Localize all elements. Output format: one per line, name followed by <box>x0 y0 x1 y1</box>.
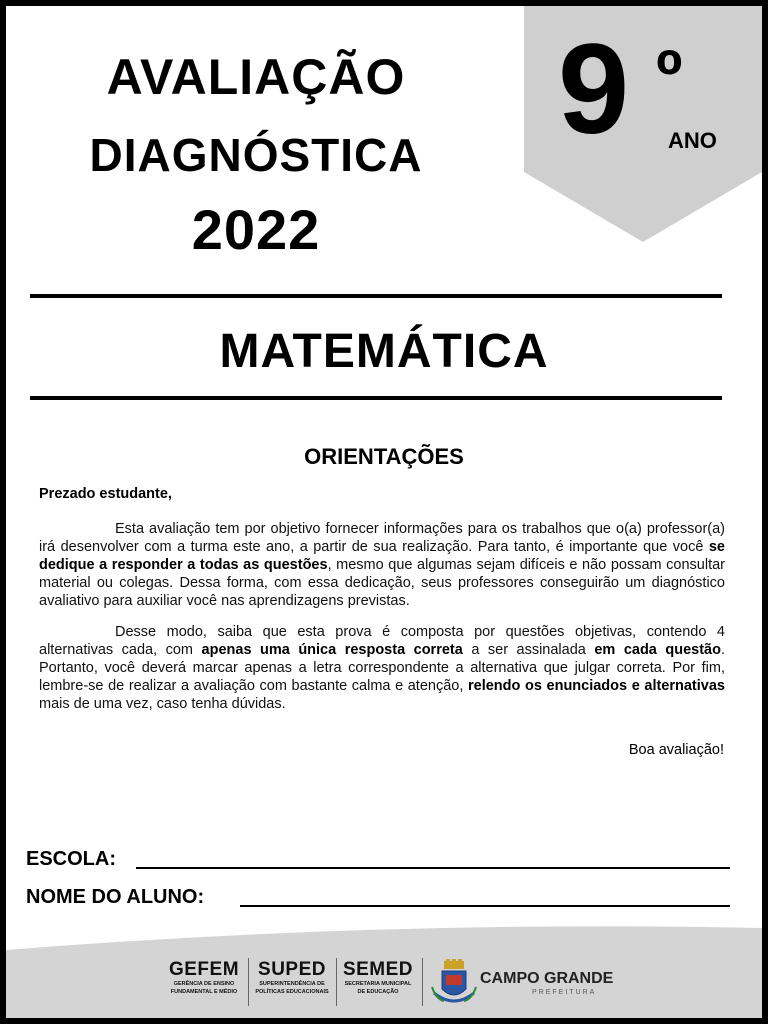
p2-text-e: . Portanto, você deverá marcar apenas a letra correspondente a alternativa que julgar correta. Por fim, lembre-se de realizar a avaliação com bastante calma e atenção, <box>39 642 725 694</box>
instructions-paragraph-2 <box>39 623 725 713</box>
divider-top <box>30 294 722 298</box>
semed-desc-2: DE EDUCAÇÃO <box>357 989 399 995</box>
grade-label: ANO <box>668 128 717 153</box>
suped-logo <box>252 960 332 995</box>
p1-emphasis: se dedique a responder a todas as questões <box>39 539 725 573</box>
divider-bottom <box>30 396 722 400</box>
gefem-name: GEFEM <box>168 959 240 980</box>
suped-desc-1: SUPERINTENDÊNCIA DE <box>259 981 325 987</box>
student-name-field-line[interactable] <box>240 905 730 907</box>
semed-name: SEMED <box>342 959 414 980</box>
p2-text-a: Desse modo, saiba que esta prova é composta por questões objetivas, contendo 4 alternativas cada, com <box>39 624 725 658</box>
p2-emphasis-1: apenas uma única resposta correta <box>201 642 463 658</box>
title-year: 2022 <box>191 198 321 261</box>
instructions-title: ORIENTAÇÕES <box>304 444 464 469</box>
city-name: CAMPO GRANDE <box>480 970 614 987</box>
grade-badge <box>524 6 762 244</box>
subject-title: MATEMÁTICA <box>219 325 549 378</box>
instructions-greeting: Prezado estudante, <box>39 486 172 502</box>
grade-ordinal: º <box>656 36 683 116</box>
title-line-1: AVALIAÇÃO <box>106 49 406 105</box>
school-label: ESCOLA: <box>26 848 116 870</box>
closing-note: Boa avaliação! <box>628 742 724 758</box>
title-line-2: DIAGNÓSTICA <box>89 129 423 181</box>
logo-separator <box>422 958 423 1006</box>
gefem-desc-1: GERÊNCIA DE ENSINO <box>173 981 235 987</box>
student-name-label: NOME DO ALUNO: <box>26 886 205 908</box>
p1-text-c: , mesmo que algumas sejam difíceis e não possam consultar material ou colegas. Dessa forma, com essa dedicação, seus professores conseguirão um diagnóstico avaliativo para auxiliar você nas aprendizagens previstas. <box>39 557 726 609</box>
gefem-desc-2: FUNDAMENTAL E MÉDIO <box>170 989 238 995</box>
p1-text-a: Esta avaliação tem por objetivo fornecer informações para os trabalhos que o(a) professor(a) irá desenvolver com a turma este ano, a partir de sua realização. Para tanto, é importante que você <box>39 521 725 555</box>
p2-emphasis-2: em cada questão <box>594 642 721 658</box>
suped-desc-2: POLÍTICAS EDUCACIONAIS <box>255 989 329 995</box>
semed-desc-1: SECRETARIA MUNICIPAL <box>344 981 412 987</box>
grade-number: 9 <box>558 18 628 161</box>
city-crest-icon <box>430 959 478 1009</box>
suped-name: SUPED <box>258 959 326 980</box>
logo-separator <box>248 958 249 1006</box>
gefem-logo <box>166 960 242 995</box>
school-field-line[interactable] <box>136 867 730 869</box>
semed-logo <box>338 960 418 995</box>
p2-emphasis-3: relendo os enunciados e alternativas <box>468 678 725 694</box>
city-subtitle: PREFEITURA <box>532 989 597 996</box>
p2-text-g: mais de uma vez, caso tenha dúvidas. <box>39 696 286 712</box>
exam-cover-page <box>6 6 762 1018</box>
p2-text-c: a ser assinalada <box>462 642 595 658</box>
instructions-paragraph-1 <box>39 520 725 610</box>
logo-separator <box>336 958 337 1006</box>
